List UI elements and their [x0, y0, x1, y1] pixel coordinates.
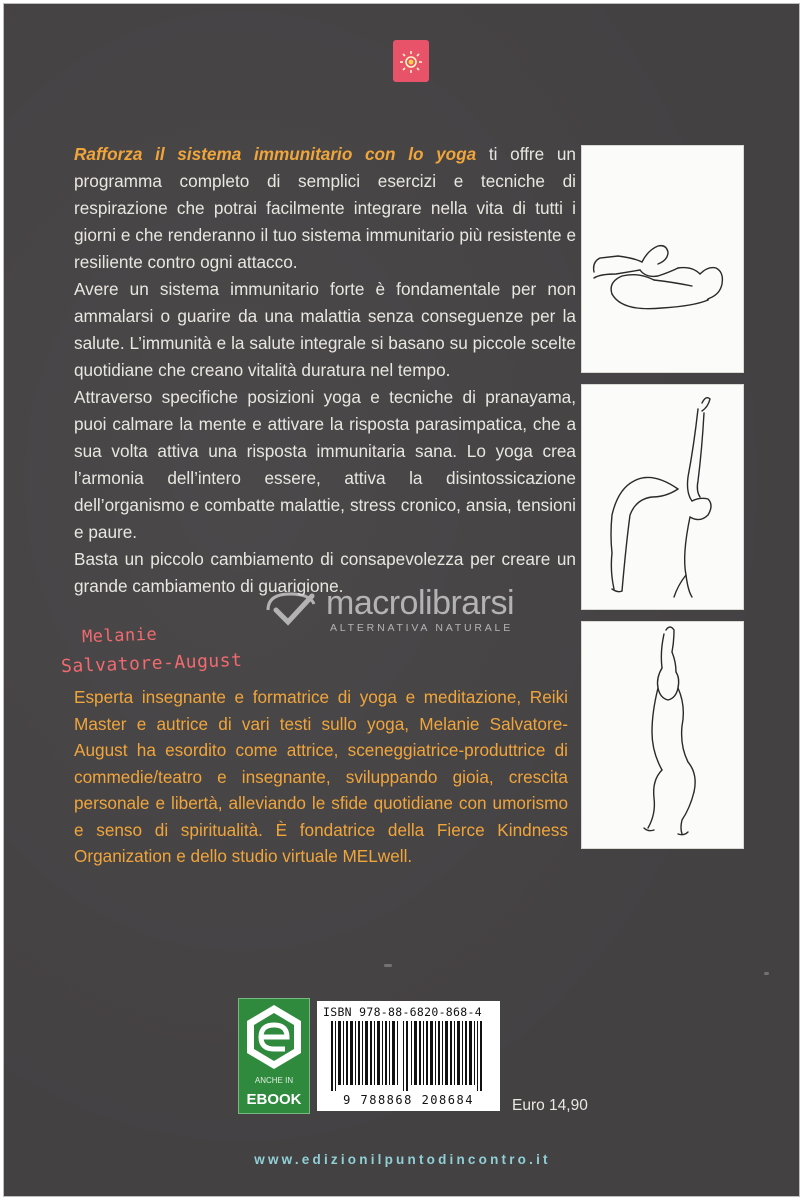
author-first-name: Melanie [81, 624, 158, 648]
intro-paragraph [74, 141, 576, 276]
book-title-inline: Rafforza il sistema immunitario con lo yoga [74, 144, 477, 164]
watermark-tagline: ALTERNATIVA NATURALE [330, 622, 513, 634]
isbn-number: ISBN 978-88-6820-868-4 [323, 1005, 482, 1019]
yoga-pose-illustration-chair [582, 622, 743, 848]
immunity-paragraph: Avere un sistema immunitario forte è fondamentale per non ammalarsi o guarire da una malattia senza conseguenze per la salute. L’immunità e la salute integrale si basano su piccole scelte quotidiane che creano vitalità duratura nel tempo. [74, 279, 576, 380]
ebook-label: EBOOK [246, 1091, 302, 1108]
barcode [331, 1021, 486, 1091]
cover-scuff [764, 972, 769, 975]
yoga-pose-illustration-reclined [582, 146, 743, 372]
isbn-barcode-box [317, 1001, 500, 1111]
ebook-e-icon [239, 999, 309, 1075]
ebook-badge [238, 998, 310, 1114]
publisher-sun-logo-icon [393, 40, 429, 82]
yoga-pose-illustration-backbend [582, 385, 743, 609]
author-last-name: Salvatore-August [60, 649, 243, 678]
barcode-digits: 9 788868 208684 [343, 1093, 474, 1107]
ebook-small-label: ANCHE IN [254, 1076, 294, 1085]
cover-scuff [384, 964, 392, 967]
publisher-website: www.edizionilpuntodincontro.it [254, 1152, 551, 1167]
closing-paragraph: Basta un piccolo cambiamento di consapevolezza per creare un grande cambiamento di guarigione. [74, 549, 576, 596]
price: Euro 14,90 [512, 1097, 588, 1114]
macrolibrarsi-check-icon [262, 590, 322, 630]
book-back-cover [3, 3, 800, 1197]
author-bio: Esperta insegnante e formatrice di yoga e meditazione, Reiki Master e autrice di vari testi sullo yoga, Melanie Salvatore-August ha esordito come attrice, sceneggiatrice-produttrice di commedie/teatro e insegnante, sviluppando gioia, crescita personale e libertà, alleviando le sfide quotidiane con umorismo e senso di spiritualità. È fondatrice della Fierce Kindness Organization e dello studio virtuale MELwell. [74, 687, 568, 866]
watermark-brand: macrolibrarsi [326, 584, 515, 622]
intro-paragraph-text: ti offre un programma completo di semplici esercizi e tecniche di respirazione che potrai facilmente integrare nella vita di tutti i giorni e che renderanno il tuo sistema immunitario più resistente e resiliente contro ogni attacco. [74, 144, 576, 272]
yoga-paragraph: Attraverso specifiche posizioni yoga e tecniche di pranayama, puoi calmare la mente e attivare la risposta parasimpatica, che a sua volta attiva una risposta immunitaria sana. Lo yoga crea l’armonia dell’intero essere, attiva la disintossicazione dell’organismo e combatte malattie, stress cronico, ansia, tensioni e paure. [74, 387, 576, 542]
